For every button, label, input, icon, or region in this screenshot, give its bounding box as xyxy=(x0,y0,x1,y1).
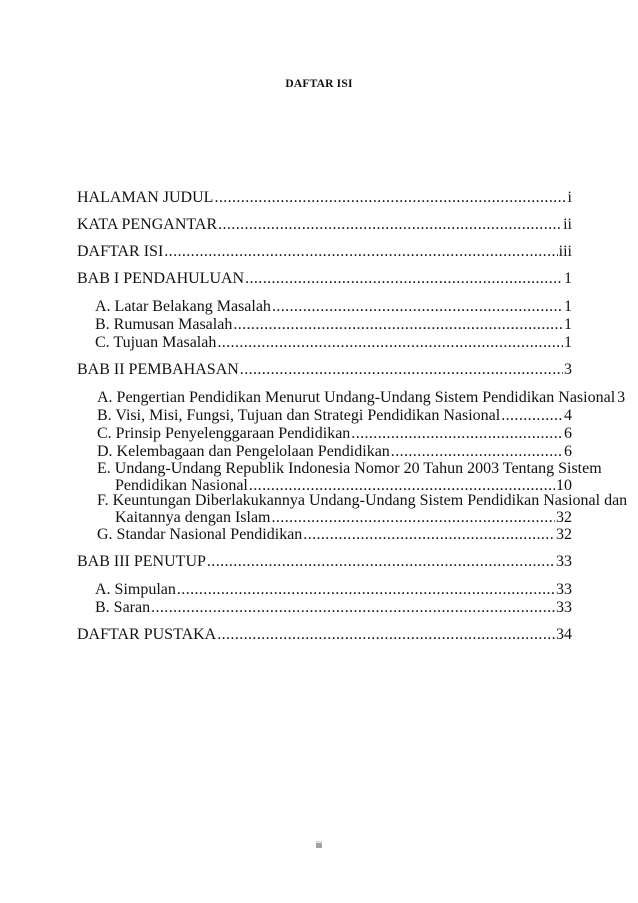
toc-entry-label: HALAMAN JUDUL xyxy=(77,189,214,206)
toc-entry-visi-misi[interactable] xyxy=(97,407,572,425)
toc-entry-simpulan[interactable] xyxy=(95,581,572,599)
toc-entry-tujuan-masalah[interactable] xyxy=(95,334,572,352)
leader-dots xyxy=(272,298,563,316)
toc-entry-label: Kaitannya dengan Islam xyxy=(115,509,271,526)
leader-dots xyxy=(240,361,563,379)
leader-dots xyxy=(164,243,557,261)
toc-entry-label: Pendidikan Nasional xyxy=(115,477,248,494)
toc-entry-label: A. Latar Belakang Masalah xyxy=(95,298,271,315)
toc-entry-label: BAB II PEMBAHASAN xyxy=(77,361,239,378)
toc-entry-page: 3 xyxy=(617,389,626,406)
toc-entry-kelembagaan[interactable] xyxy=(97,443,572,461)
leader-dots xyxy=(217,626,555,644)
toc-entry-page: 34 xyxy=(556,626,572,643)
leader-dots xyxy=(177,581,555,599)
toc-entry-label: B. Rumusan Masalah xyxy=(95,316,233,333)
leader-dots xyxy=(391,443,563,461)
toc-entry-keuntungan[interactable] xyxy=(115,509,572,527)
toc-entry-page: 33 xyxy=(556,581,572,598)
toc-entry-page: 32 xyxy=(556,509,572,526)
toc-entry-pengertian[interactable] xyxy=(97,389,626,407)
page-title: DAFTAR ISI xyxy=(285,78,353,90)
toc-entry-label: BAB III PENUTUP xyxy=(77,553,206,570)
toc-entry-kata-pengantar[interactable] xyxy=(77,216,572,234)
toc-entry-halaman-judul[interactable] xyxy=(77,189,572,207)
leader-dots xyxy=(207,553,555,571)
leader-dots xyxy=(272,509,556,527)
toc-entry-label: B. Visi, Misi, Fungsi, Tujuan dan Strategi Pendidikan Nasional xyxy=(97,407,501,424)
toc-entry-bab-1[interactable] xyxy=(77,270,572,288)
toc-entry-bab-3[interactable] xyxy=(77,553,572,571)
toc-entry-prinsip[interactable] xyxy=(97,425,572,443)
toc-entry-page: iii xyxy=(558,243,572,260)
toc-entry-page: 4 xyxy=(564,407,572,424)
toc-entry-page: 6 xyxy=(564,425,572,442)
toc-entry-page: 1 xyxy=(564,316,572,333)
toc-entry-label: B. Saran xyxy=(95,599,151,616)
toc-entry-daftar-isi[interactable] xyxy=(77,243,572,261)
leader-dots xyxy=(245,270,563,288)
toc-entry-page: 33 xyxy=(556,553,572,570)
toc-entry-label: BAB I PENDAHULUAN xyxy=(77,270,245,287)
toc-entry-label: D. Kelembagaan dan Pengelolaan Pendidikan xyxy=(97,443,390,460)
toc-entry-label: C. Prinsip Penyelenggaraan Pendidikan xyxy=(97,425,351,442)
toc-entry-standar[interactable] xyxy=(97,526,572,544)
toc-entry-label: G. Standar Nasional Pendidikan xyxy=(97,526,303,543)
toc-entry-page: ii xyxy=(563,216,572,233)
toc-entry-rumusan-masalah[interactable] xyxy=(95,316,572,334)
toc-entry-page: 10 xyxy=(556,477,572,494)
leader-dots xyxy=(233,316,563,334)
leader-dots xyxy=(214,189,566,207)
leader-dots xyxy=(217,334,563,352)
toc-entry-label: A. Simpulan xyxy=(95,581,176,598)
toc-entry-label: DAFTAR ISI xyxy=(77,243,164,260)
toc-entry-page: 1 xyxy=(564,298,572,315)
toc-entry-page: 1 xyxy=(564,334,572,351)
leader-dots xyxy=(218,216,562,234)
toc-entry-page: 1 xyxy=(564,270,572,287)
toc-entry-label: C. Tujuan Masalah xyxy=(95,334,217,351)
leader-dots xyxy=(303,526,555,544)
toc-entry-label: DAFTAR PUSTAKA xyxy=(77,626,217,643)
toc-entry-page: 33 xyxy=(556,599,572,616)
toc-entry-keuntungan-line1: F. Keuntungan Diberlakukannya Undang-Undang Sistem Pendidikan Nasional dan xyxy=(97,492,628,509)
toc-entry-saran[interactable] xyxy=(95,599,572,617)
leader-dots xyxy=(151,599,555,617)
toc-entry-page: i xyxy=(567,189,572,206)
toc-entry-page: 3 xyxy=(564,361,572,378)
toc-entry-latar-belakang[interactable] xyxy=(95,298,572,316)
toc-entry-page: 6 xyxy=(564,443,572,460)
toc-entry-page: 32 xyxy=(556,526,572,543)
leader-dots xyxy=(501,407,563,425)
toc-entry-daftar-pustaka[interactable] xyxy=(77,626,572,644)
leader-dots xyxy=(351,425,563,443)
toc-entry-bab-2[interactable] xyxy=(77,361,572,379)
toc-entry-label: A. Pengertian Pendidikan Menurut Undang-Undang Sistem Pendidikan Nasional xyxy=(97,389,616,406)
toc-entry-uu-line1: E. Undang-Undang Republik Indonesia Nomor 20 Tahun 2003 Tentang Sistem xyxy=(97,460,602,477)
page-number: iii xyxy=(316,840,322,850)
toc-entry-label: KATA PENGANTAR xyxy=(77,216,218,233)
